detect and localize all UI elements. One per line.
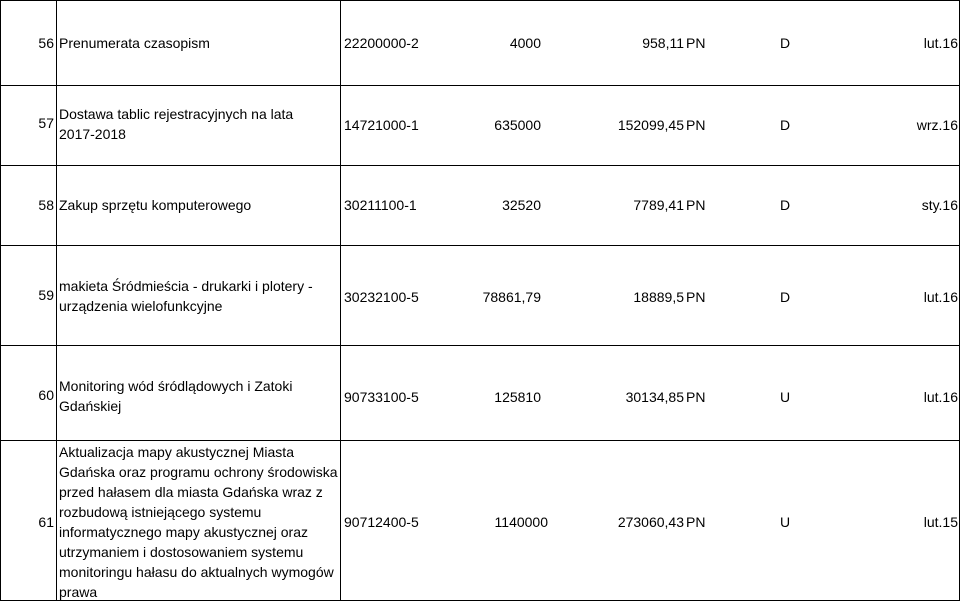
- row-border: [0, 345, 960, 346]
- euro-value: 30134,85: [625, 389, 684, 405]
- planned-date: wrz.16: [916, 117, 958, 133]
- row-border: [0, 0, 960, 1]
- estimated-value: 1140000: [494, 514, 548, 530]
- cpv-code: 30232100-5: [344, 289, 419, 305]
- cpv-code: 22200000-2: [344, 35, 419, 51]
- estimated-value: 125810: [494, 389, 541, 405]
- procedure-mode: PN: [686, 514, 706, 530]
- row-border: [0, 245, 960, 246]
- row-number: 58: [38, 197, 54, 213]
- row-number: 61: [38, 514, 54, 530]
- cpv-code: 90733100-5: [344, 389, 419, 405]
- cpv-code: 90712400-5: [344, 514, 419, 530]
- planned-date: lut.16: [923, 389, 958, 405]
- euro-value: 958,11: [642, 35, 684, 51]
- euro-value: 152099,45: [617, 117, 684, 133]
- estimated-value: 32520: [502, 197, 541, 213]
- row-border: [0, 85, 960, 86]
- procedure-mode: PN: [686, 117, 706, 133]
- column-border: [56, 0, 57, 601]
- order-type: U: [780, 514, 791, 530]
- order-type: D: [780, 117, 791, 133]
- row-number: 57: [38, 115, 54, 131]
- procurement-name: Dostawa tablic rejestracyjnych na lata 2017-2018: [59, 106, 294, 142]
- row-number: 59: [38, 287, 54, 303]
- planned-date: sty.16: [921, 197, 958, 213]
- procurement-name: makieta Śródmieścia - drukarki i plotery - urządzenia wielofunkcyjne: [59, 278, 313, 314]
- cpv-code: 30211100-1: [344, 197, 417, 213]
- procedure-mode: PN: [686, 289, 706, 305]
- cpv-code: 14721000-1: [344, 117, 419, 133]
- procurement-name: Monitoring wód śródlądowych i Zatoki Gdańskiej: [59, 378, 293, 414]
- order-type: D: [780, 197, 791, 213]
- row-border: [0, 440, 960, 441]
- order-type: D: [780, 289, 791, 305]
- procurement-name: Prenumerata czasopism: [59, 35, 210, 51]
- planned-date: lut.16: [923, 289, 958, 305]
- planned-date: lut.15: [923, 514, 958, 530]
- euro-value: 7789,41: [633, 197, 684, 213]
- estimated-value: 4000: [509, 35, 541, 51]
- order-type: D: [780, 35, 791, 51]
- row-number: 56: [38, 35, 54, 51]
- row-border: [0, 165, 960, 166]
- procurement-name: Aktualizacja mapy akustycznej Miasta Gdańska oraz programu ochrony środowiska przed hałasem dla miasta Gdańska wraz z rozbudową istniejącego systemu informatycznego mapy akustycznej oraz utrzymaniem i dostosowaniem systemu monitoringu hałasu do aktualnych wymogów prawa: [59, 444, 338, 600]
- row-number: 60: [38, 387, 54, 403]
- procurement-name: Zakup sprzętu komputerowego: [59, 197, 252, 213]
- estimated-value: 78861,79: [482, 289, 541, 305]
- euro-value: 18889,5: [633, 289, 684, 305]
- planned-date: lut.16: [923, 35, 958, 51]
- euro-value: 273060,43: [617, 514, 684, 530]
- procedure-mode: PN: [686, 35, 706, 51]
- estimated-value: 635000: [494, 117, 541, 133]
- procedure-mode: PN: [686, 389, 706, 405]
- order-type: U: [780, 389, 791, 405]
- procedure-mode: PN: [686, 197, 706, 213]
